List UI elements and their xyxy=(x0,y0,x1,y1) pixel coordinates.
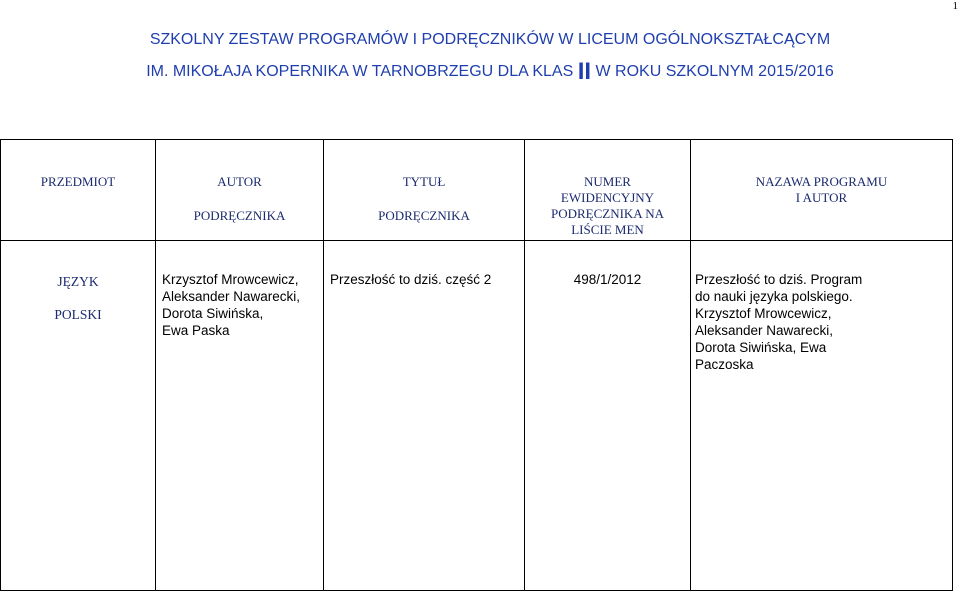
cell-authors: Krzysztof Mrowcewicz, Aleksander Nawarecki, Dorota Siwińska, Ewa Paska xyxy=(156,241,324,591)
document-title-line-1: SZKOLNY ZESTAW PROGRAMÓW I PODRĘCZNIKÓW W LICEUM OGÓLNOKSZTAŁCĄCYM xyxy=(149,31,831,48)
document-title-line-2 xyxy=(10,58,960,86)
table-header-row xyxy=(1,140,953,241)
header-subject: PRZEDMIOT xyxy=(1,140,156,241)
header-title: TYTUŁ PODRĘCZNIKA xyxy=(324,140,525,241)
cell-subject: JĘZYK POLSKI xyxy=(1,241,156,591)
header-author: AUTOR PODRĘCZNIKA xyxy=(156,140,324,241)
title-prefix: IM. MIKOŁAJA KOPERNIKA W TARNOBRZEGU DLA KLAS xyxy=(146,63,578,80)
header-number: NUMER EWIDENCYJNY PODRĘCZNIKA NA LIŚCIE MEN xyxy=(525,140,691,241)
cell-number: 498/1/2012 xyxy=(525,241,691,591)
page-number: 1 xyxy=(952,0,958,12)
table-row xyxy=(1,241,953,591)
title-suffix: W ROKU SZKOLNYM 2015/2016 xyxy=(591,63,834,80)
class-number: II xyxy=(577,58,592,85)
cell-program: Przeszłość to dziś. Program do nauki języka polskiego. Krzysztof Mrowcewicz, Aleksander Nawarecki, Dorota Siwińska, Ewa Paczoska xyxy=(691,241,953,591)
curriculum-table xyxy=(0,139,953,591)
cell-title: Przeszłość to dziś. część 2 xyxy=(324,241,525,591)
header-program: NAZAWA PROGRAMU I AUTOR xyxy=(691,140,953,241)
